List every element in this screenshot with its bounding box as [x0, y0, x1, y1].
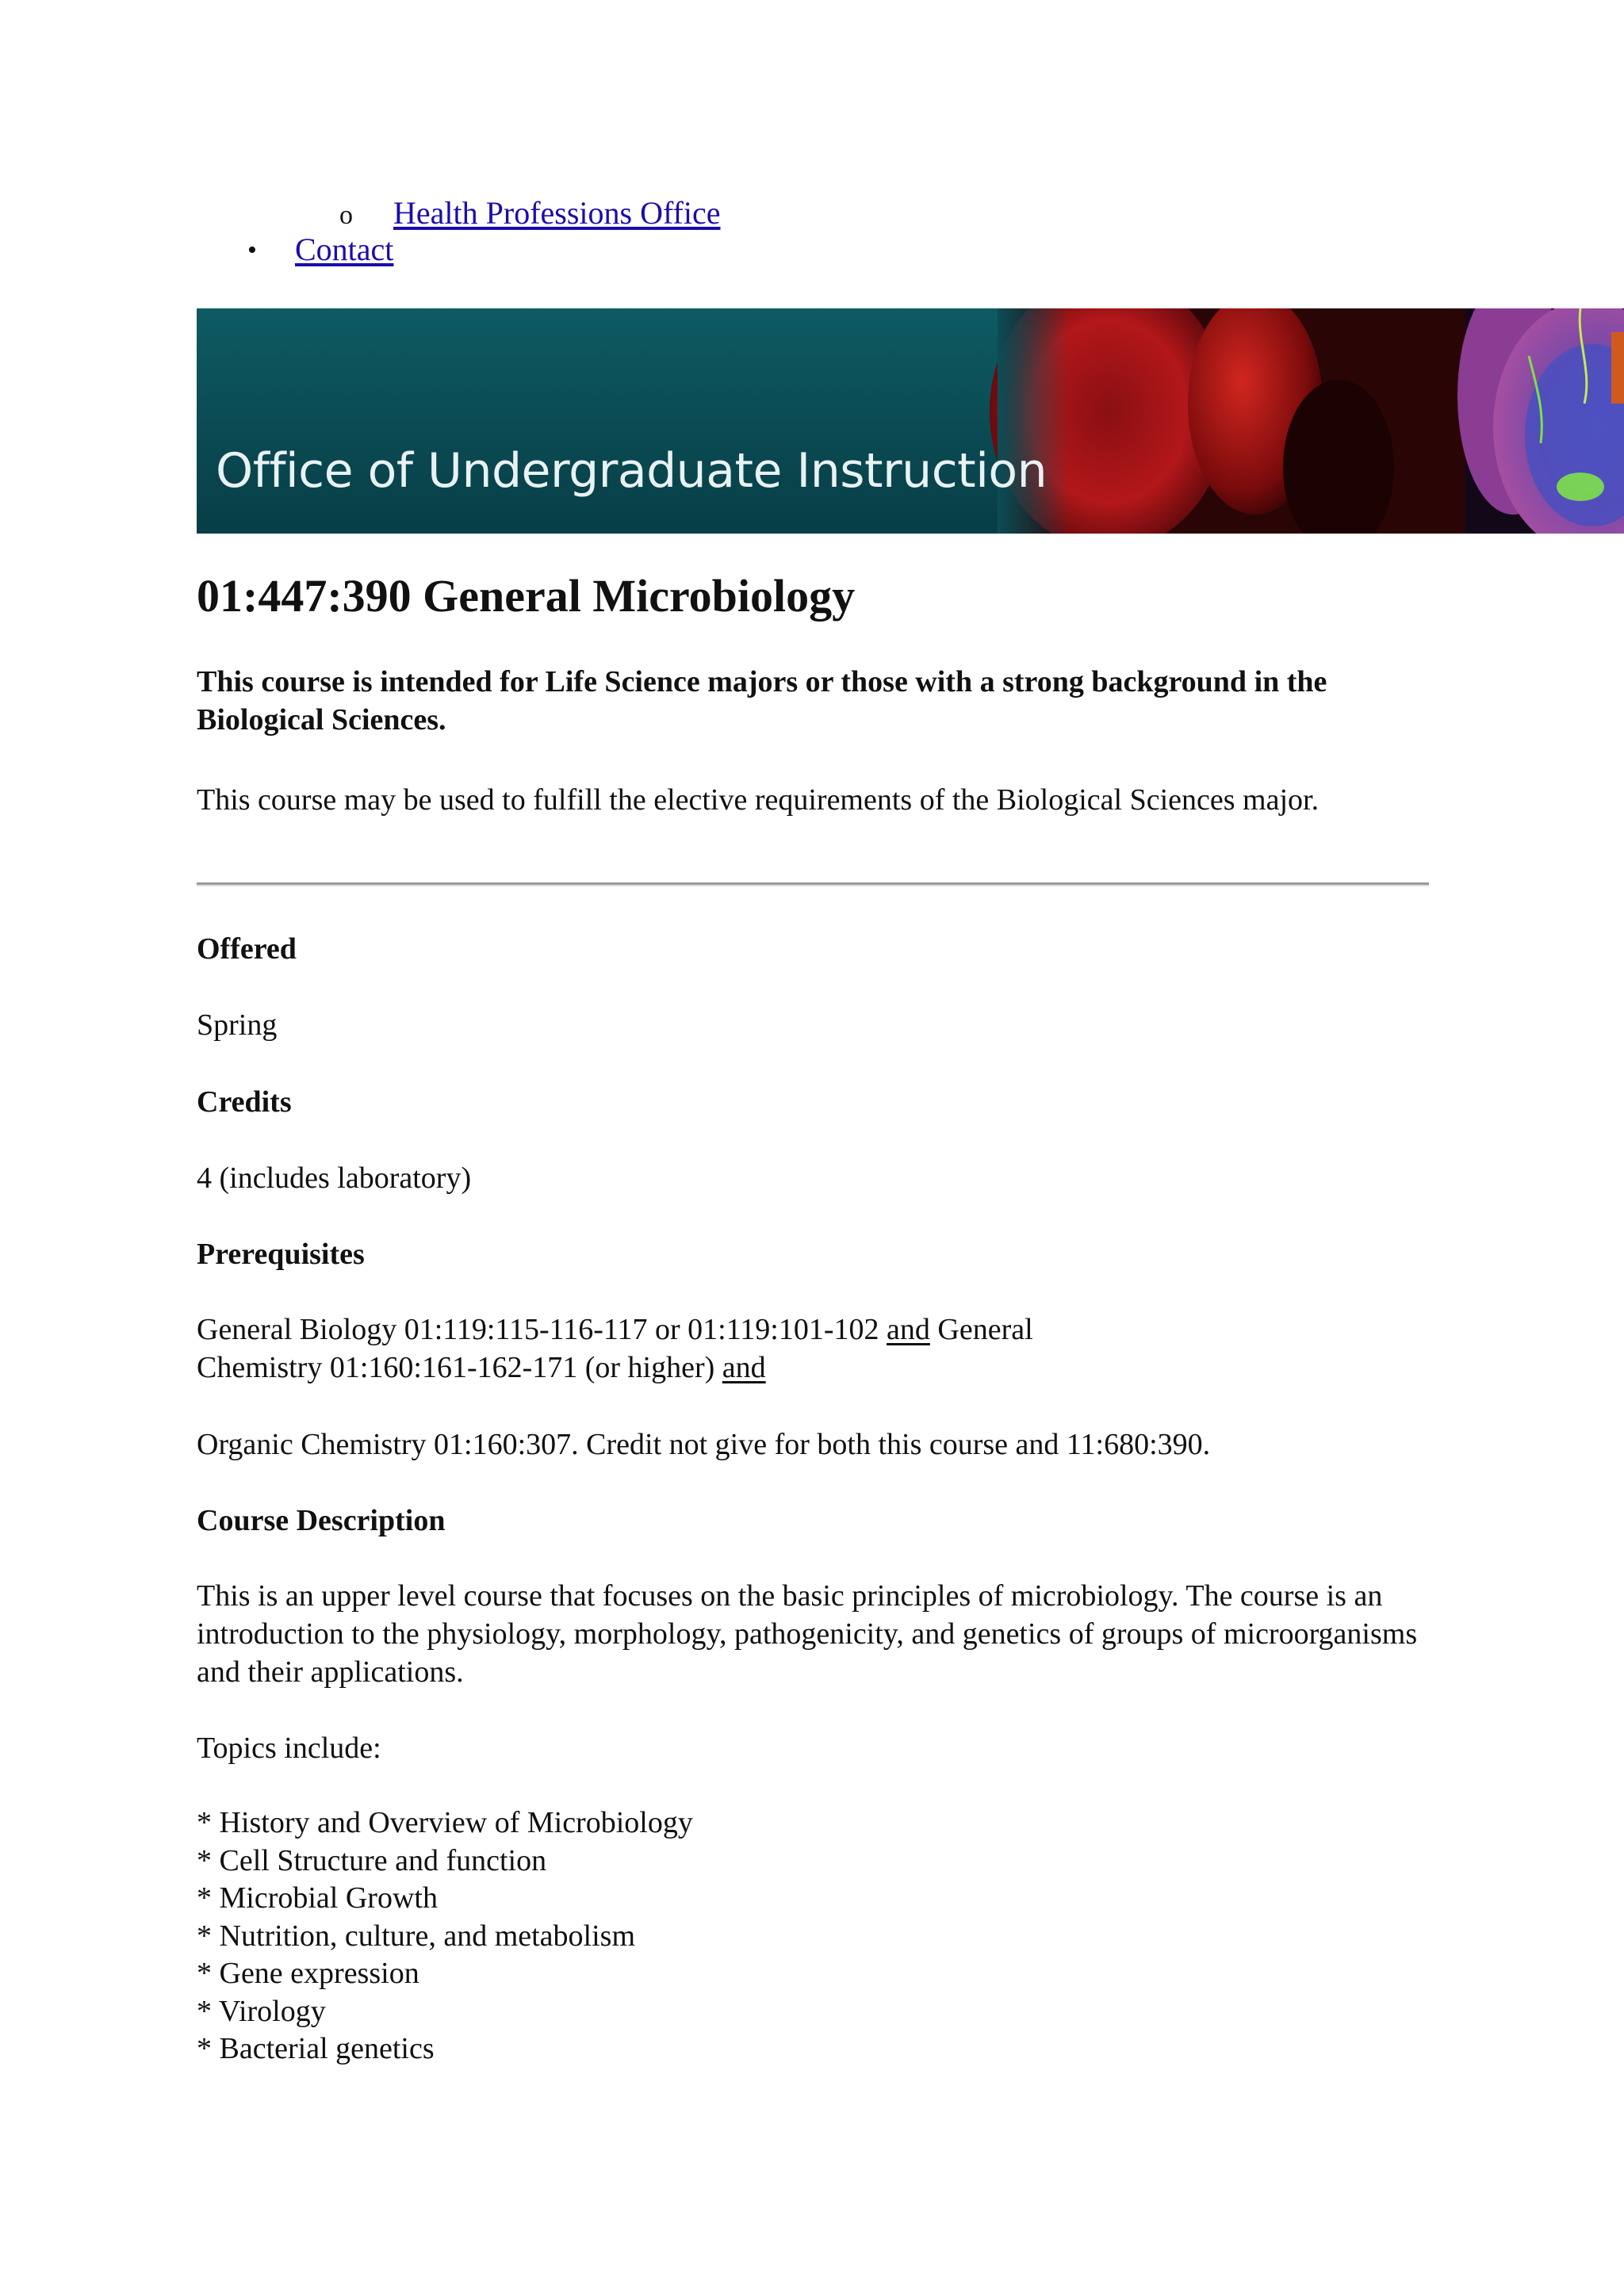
page-title: 01:447:390 General Microbiology: [197, 570, 856, 622]
offered-value: Spring: [197, 1008, 278, 1042]
prerequisites-text: [197, 1311, 1434, 1387]
list-item: * Bacterial genetics: [197, 2032, 435, 2065]
health-professions-office-link[interactable]: Health Professions Office: [393, 195, 721, 231]
prereq-organic-chemistry: Organic Chemistry 01:160:307. Credit not give for both this course and 11:680:390.: [197, 1428, 1211, 1461]
prereq-line1-end: General: [929, 1313, 1033, 1346]
course-description-text: This is an upper level course that focuses on the basic principles of microbiology. The course is an introduction to the physiology, morphology, pathogenicity, and genetics of groups of microorganisms and their applications.: [197, 1579, 1418, 1689]
prereq-line1-start: General Biology 01:119:115-116-117 or 01:119:101-102: [197, 1313, 887, 1346]
list-item: * Cell Structure and function: [197, 1843, 547, 1877]
list-item: * History and Overview of Microbiology: [197, 1806, 693, 1839]
credits-value: 4 (includes laboratory): [197, 1161, 472, 1195]
header-banner: [197, 308, 1624, 534]
contact-link[interactable]: Contact: [295, 232, 394, 267]
credits-heading: Credits: [197, 1085, 292, 1119]
prereq-and-1: and: [887, 1313, 930, 1346]
microscopy-image-icon: [197, 308, 1624, 534]
offered-heading: Offered: [197, 932, 297, 966]
list-item: * Gene expression: [197, 1957, 419, 1990]
course-description-heading: Course Description: [197, 1504, 446, 1537]
filled-bullet-icon: •: [247, 235, 257, 265]
topics-intro: Topics include:: [197, 1732, 381, 1765]
elective-note: This course may be used to fulfill the elective requirements of the Biological Sciences major.: [197, 783, 1320, 817]
topics-list: [197, 1804, 693, 2068]
hollow-bullet-icon: o: [339, 201, 353, 230]
divider: [197, 882, 1429, 886]
banner-title: Office of Undergraduate Instruction: [216, 443, 1048, 499]
nav-item: [247, 230, 393, 270]
list-item: * Microbial Growth: [197, 1881, 438, 1915]
prerequisites-heading: Prerequisites: [197, 1238, 365, 1271]
list-item: * Nutrition, culture, and metabolism: [197, 1919, 636, 1953]
prereq-and-2: and: [722, 1351, 766, 1384]
list-item: * Virology: [197, 1994, 326, 2028]
nav-subitem: [339, 193, 721, 233]
prereq-line2-start: Chemistry 01:160:161-162-171 (or higher): [197, 1351, 722, 1384]
audience-note: This course is intended for Life Science majors or those with a strong background in the Biological Sciences.: [197, 665, 1327, 737]
